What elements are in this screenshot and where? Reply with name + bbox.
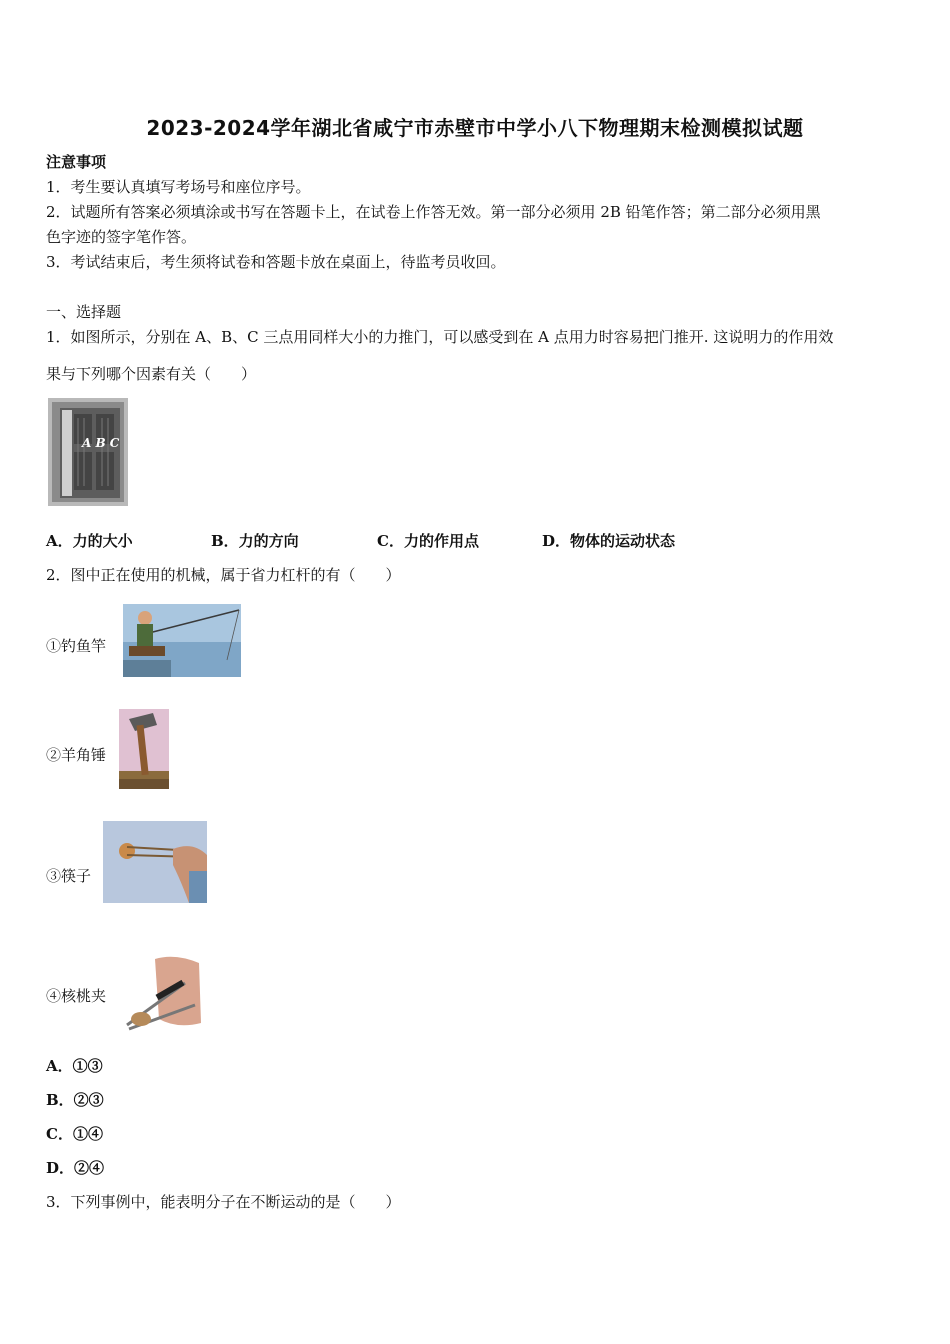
notice-item-3: 3．考试结束后，考生须将试卷和答题卡放在桌面上，待监考员收回。 bbox=[46, 253, 506, 271]
door-point-labels: A B C bbox=[82, 436, 120, 450]
fishing-rod-image bbox=[123, 604, 241, 677]
q2-item-4-label: ④核桃夹 bbox=[46, 987, 107, 1005]
page-title: 2023-2024学年湖北省咸宁市赤壁市中学小八下物理期末检测模拟试题 bbox=[146, 116, 804, 140]
q2-option-b: B．②③ bbox=[46, 1091, 104, 1109]
notice-item-1: 1．考生要认真填写考场号和座位序号。 bbox=[46, 178, 311, 196]
door-illustration bbox=[48, 398, 128, 506]
q1-option-a: A．力的大小 bbox=[46, 532, 133, 550]
q2-item-3-label: ③筷子 bbox=[46, 867, 92, 885]
q1-stem-line1: 1．如图所示，分别在 A、B、C 三点用同样大小的力推门，可以感受到在 A 点用力时容易把门推开. 这说明力的作用效 bbox=[46, 328, 834, 346]
q2-item-1-label: ①钓鱼竿 bbox=[46, 637, 107, 655]
q2-option-c: C．①④ bbox=[46, 1125, 103, 1143]
q2-option-a: A．①③ bbox=[46, 1057, 103, 1075]
q2-option-d: D．②④ bbox=[46, 1159, 105, 1177]
q3-stem: 3．下列事例中，能表明分子在不断运动的是（ ） bbox=[46, 1193, 401, 1211]
q1-option-b: B．力的方向 bbox=[211, 532, 299, 550]
section-heading: 一、选择题 bbox=[46, 303, 122, 321]
claw-hammer-image bbox=[119, 709, 169, 789]
q1-option-d: D．物体的运动状态 bbox=[542, 532, 676, 550]
q2-stem: 2．图中正在使用的机械，属于省力杠杆的有（ ） bbox=[46, 566, 401, 584]
door-figure bbox=[48, 398, 128, 506]
q1-option-c: C．力的作用点 bbox=[377, 532, 479, 550]
notice-item-2-cont: 色字迹的签字笔作答。 bbox=[46, 228, 197, 246]
notice-heading: 注意事项 bbox=[46, 153, 107, 171]
chopsticks-image bbox=[103, 821, 207, 903]
q1-stem-line2: 果与下列哪个因素有关（ ） bbox=[46, 365, 257, 383]
nutcracker-image bbox=[115, 953, 203, 1035]
notice-item-2: 2．试题所有答案必须填涂或书写在答题卡上，在试卷上作答无效。第一部分必须用 2B 铅笔作答；第二部分必须用黑 bbox=[46, 203, 821, 221]
q2-item-2-label: ②羊角锤 bbox=[46, 746, 107, 764]
